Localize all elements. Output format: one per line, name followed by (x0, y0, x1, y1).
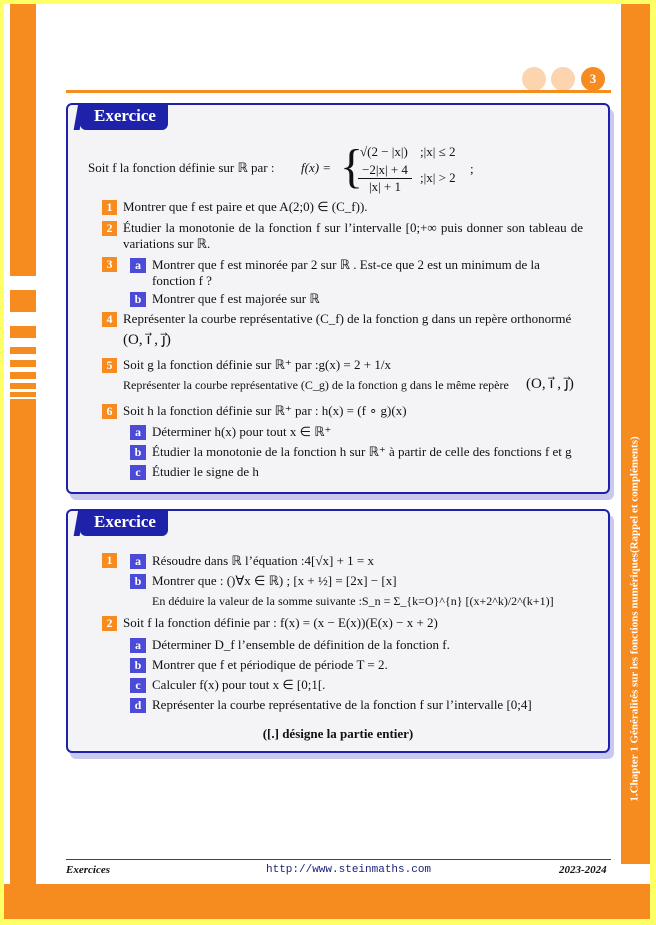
sub-question-letter: d (130, 698, 146, 713)
sub-question-letter: b (130, 445, 146, 460)
question-text: Représenter la courbe représentative (C_f) de la fonction g dans un repère orthonormé (123, 311, 572, 326)
question-number: 5 (102, 358, 117, 373)
bottom-decor-bar (4, 884, 650, 919)
sub-question-letter: b (130, 658, 146, 673)
left-decor-gap (10, 354, 36, 360)
sub-question-text: Représenter la courbe représentative de la fonction f sur l’intervalle [0;4] (152, 697, 532, 712)
question-number: 1 (102, 200, 117, 215)
semicolon: ; (470, 161, 474, 176)
question-text: Étudier la monotonie de la fonction f sur l’intervalle [0;+∞ puis donner son tableau de variations sur ℝ. (123, 220, 583, 251)
left-decor-gap (10, 338, 36, 347)
page (4, 4, 650, 919)
footer-left: Exercices (66, 864, 110, 876)
footer-link[interactable]: http://www.steinmaths.com (266, 864, 432, 876)
sub-question-letter: a (130, 258, 146, 273)
sub-question-text: Montrer que f et périodique de période T = 2. (152, 657, 388, 672)
left-decor-gap (10, 276, 36, 290)
question-number: 4 (102, 312, 117, 327)
exercise-box-1 (66, 103, 610, 494)
frame-notation: (O, i⃗ , j⃗) (123, 332, 171, 348)
sub-question-text: Déterminer h(x) pour tout x ∈ ℝ⁺ (152, 424, 332, 439)
question-text: Soit h la fonction définie sur ℝ⁺ par : h(x) = (f ∘ g)(x) (123, 403, 407, 418)
sub-question-letter: c (130, 678, 146, 693)
header-dot (551, 67, 575, 91)
question-text: Soit g la fonction définie sur ℝ⁺ par :g(x) = 2 + 1/x (123, 357, 391, 372)
left-decor-gap (10, 397, 36, 399)
chapter-side-label: 1.Chapter 1 Généralités sur les fonctions numériques(Rappel et compléments) (628, 436, 641, 802)
question-text: Soit f la fonction définie par : f(x) = (x − E(x))(E(x) − x + 2) (123, 615, 438, 630)
exercise-note: ([.] désigne la partie entier) (262, 726, 414, 741)
case2-denominator: |x| + 1 (368, 179, 402, 194)
sub-question-letter: a (130, 425, 146, 440)
sub-question-letter: a (130, 638, 146, 653)
question-text: Représenter la courbe représentative (C_g) de la fonction g dans le même repère (123, 378, 509, 392)
question-number: 1 (102, 553, 117, 568)
case1-expression: √(2 − |x|) (360, 144, 408, 159)
left-decor-gap (10, 389, 36, 392)
footer-right: 2023-2024 (559, 864, 607, 876)
question-text: Montrer que f est paire et que A(2;0) ∈ (C_f)). (123, 199, 368, 214)
question-number: 2 (102, 221, 117, 236)
frame-notation: (O, i⃗ , j⃗) (526, 376, 574, 392)
sub-question-text: Montrer que f est minorée par 2 sur ℝ . Est-ce que 2 est un minimum de la fonction f ? (152, 257, 540, 288)
piecewise-brace: { (340, 140, 364, 193)
question-number: 3 (102, 257, 117, 272)
header-dot (522, 67, 546, 91)
question-number: 2 (102, 616, 117, 631)
exercise-intro: Soit f la fonction définie sur ℝ par : (88, 160, 275, 175)
exercise-title: Exercice (80, 103, 168, 130)
sub-question-letter: a (130, 554, 146, 569)
left-decor-gap (10, 312, 36, 326)
sub-question-letter: c (130, 465, 146, 480)
case1-condition: ;|x| ≤ 2 (420, 144, 456, 159)
sub-question-text: Déterminer D_f l’ensemble de définition de la fonction f. (152, 637, 450, 652)
sub-question-text: Calculer f(x) pour tout x ∈ [0;1[. (152, 677, 326, 692)
sub-question-text: Montrer que : ()∀x ∈ ℝ) ; [x + ½] = [2x] − [x] (152, 573, 397, 588)
sub-question-letter: b (130, 574, 146, 589)
left-decor-gap (10, 379, 36, 383)
sub-question-letter: b (130, 292, 146, 307)
left-decor-bar (10, 4, 36, 919)
question-number: 6 (102, 404, 117, 419)
sub-question-text: Résoudre dans ℝ l’équation :4[√x] + 1 = x (152, 553, 374, 568)
sub-question-text: Montrer que f est majorée sur ℝ (152, 291, 320, 306)
exercise-title: Exercice (80, 509, 168, 536)
header-rule (66, 90, 611, 93)
sub-question-text: Étudier le signe de h (152, 464, 259, 479)
sub-question-text: Étudier la monotonie de la fonction h sur ℝ⁺ à partir de celle des fonctions f et g (152, 444, 572, 459)
exercise-box-2 (66, 509, 610, 753)
case2-numerator: −2|x| + 4 (358, 162, 412, 179)
left-decor-gap (10, 367, 36, 372)
case2-condition: ;|x| > 2 (420, 170, 456, 185)
page-number: 3 (581, 67, 605, 91)
function-name: f(x) = (301, 160, 332, 175)
sub-question-text: En déduire la valeur de la somme suivante :S_n = Σ_{k=O}^{n} [(x+2^k)/2^(k+1)] (152, 594, 554, 608)
footer-rule (66, 859, 611, 860)
